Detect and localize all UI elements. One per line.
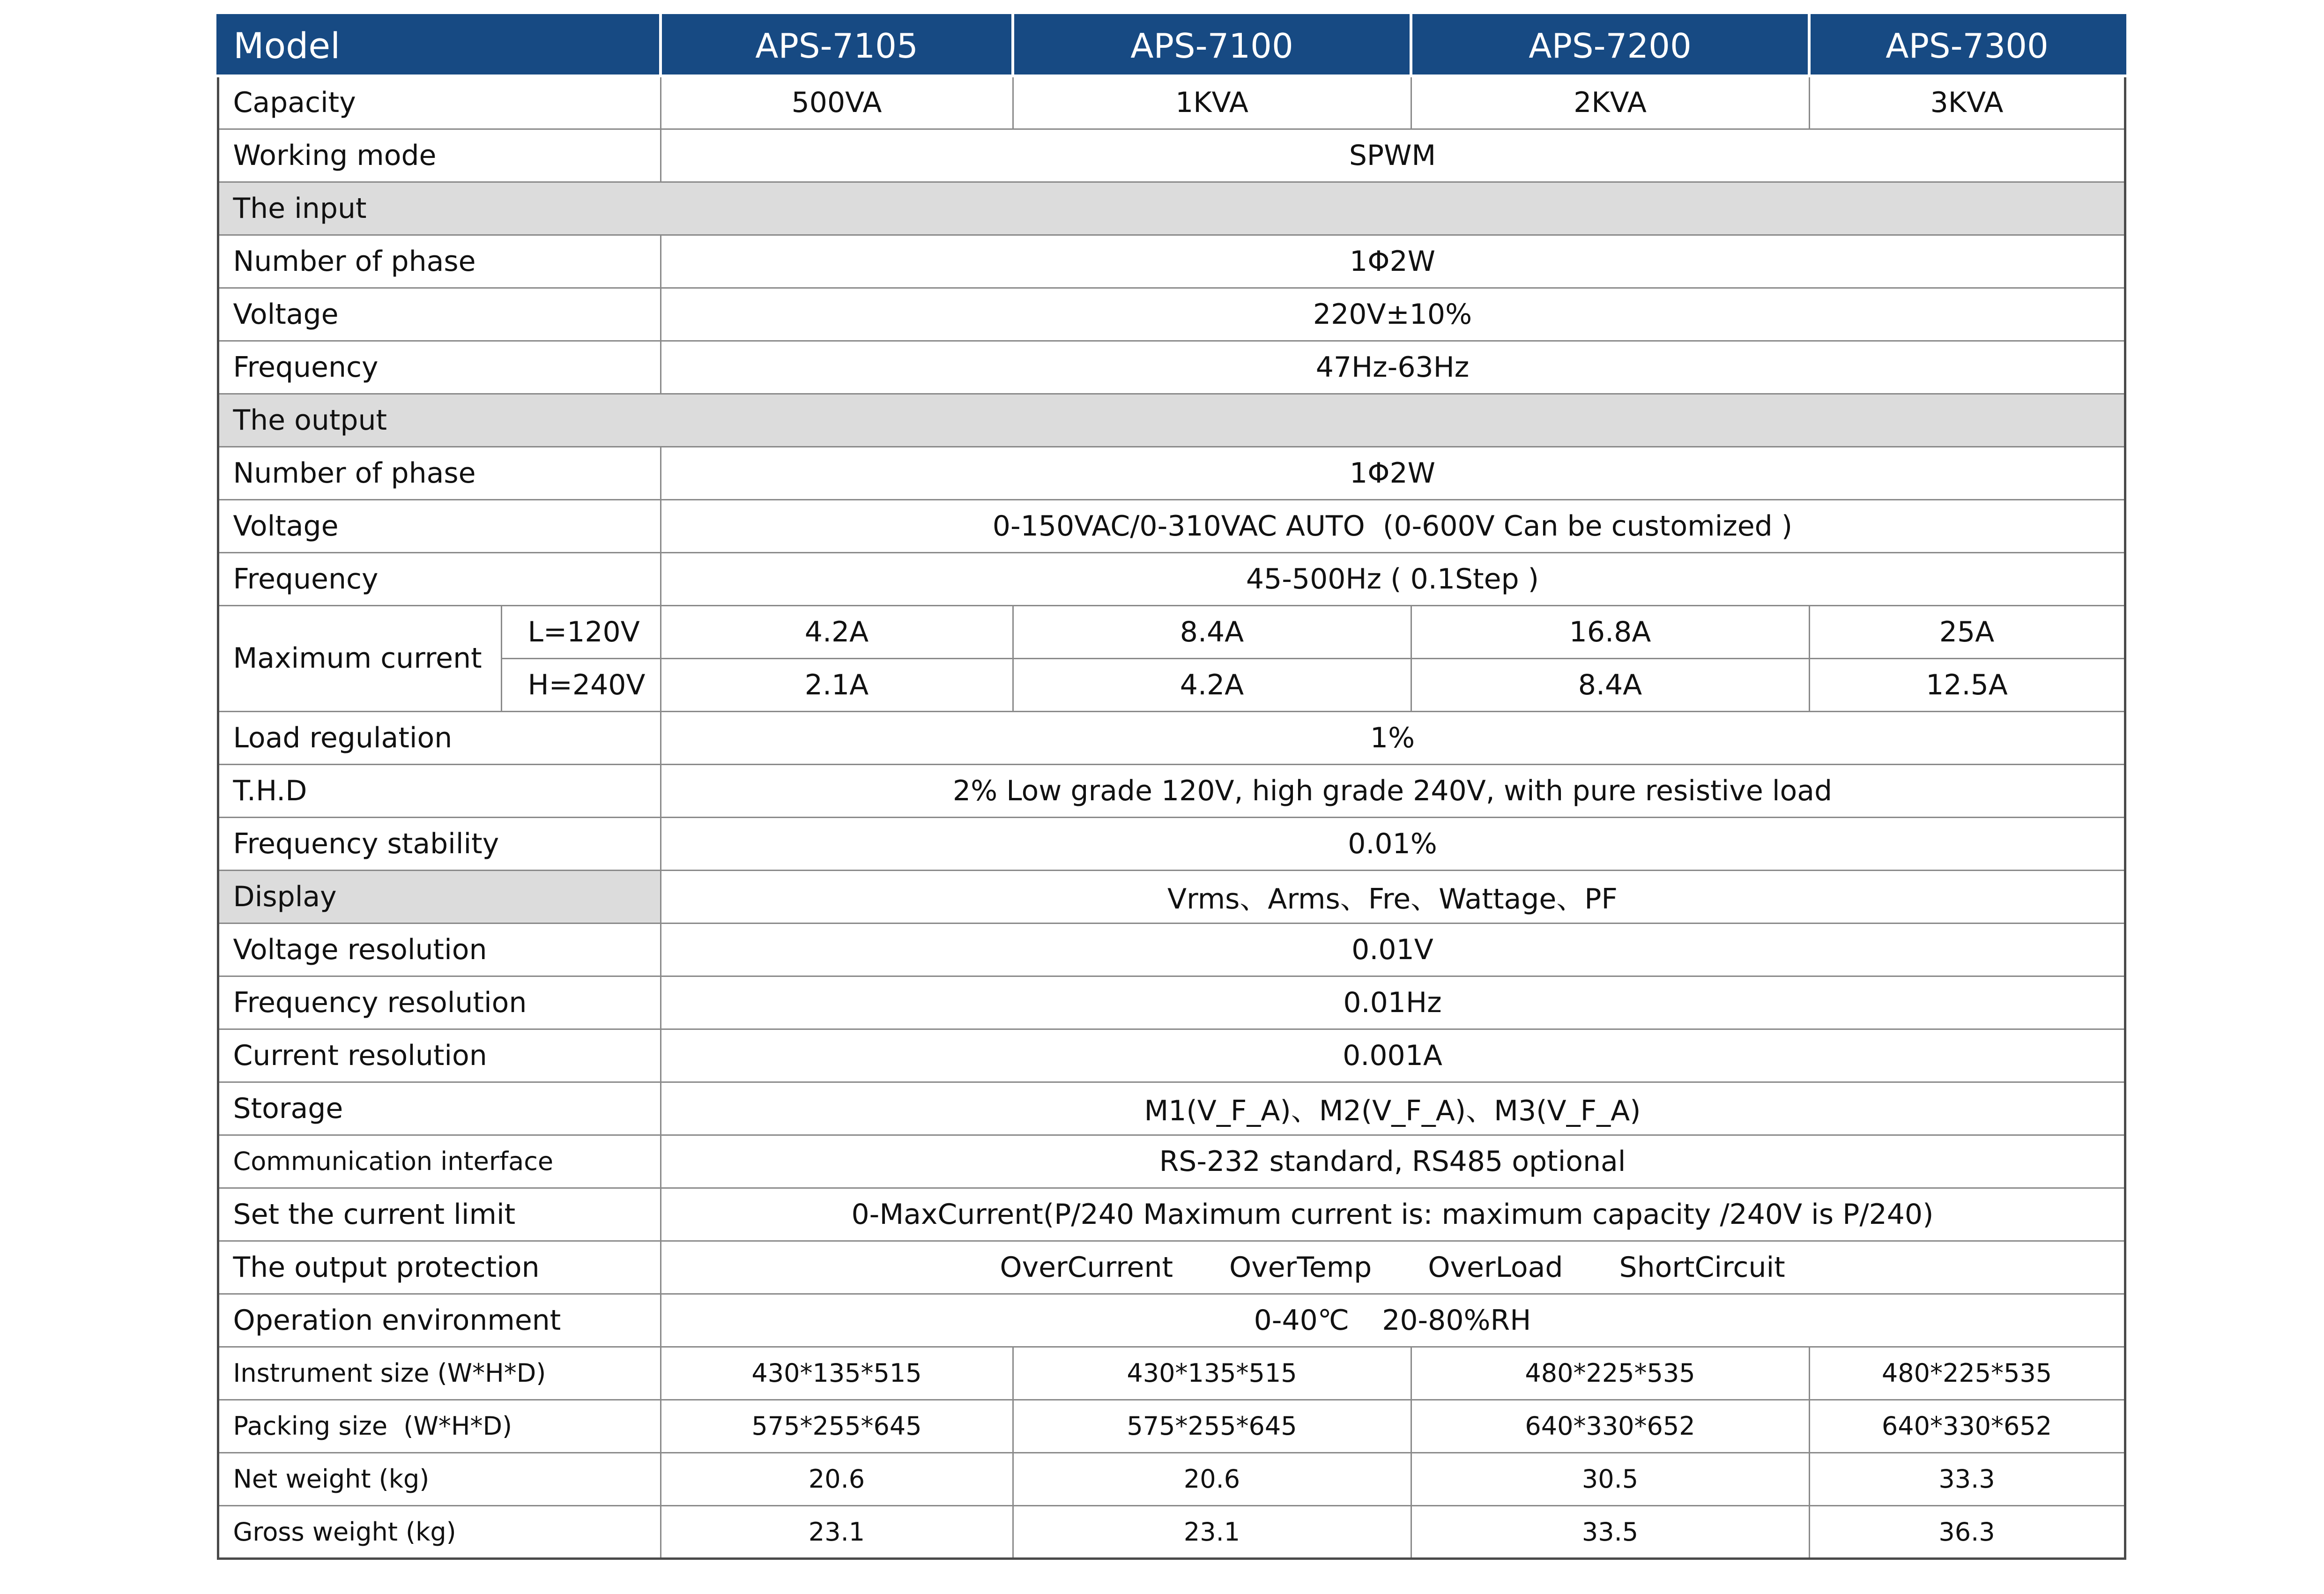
- capacity-value: 2KVA: [1411, 76, 1809, 129]
- instrument-size-row: [218, 1347, 2125, 1400]
- section-heading: The input: [218, 182, 2125, 235]
- packing-size-value: 640*330*652: [1809, 1400, 2125, 1452]
- current-limit-value: 0-MaxCurrent(P/240 Maximum current is: maximum capacity /240V is P/240): [661, 1188, 2125, 1241]
- display-row: [218, 870, 2125, 923]
- max-current-value: 4.2A: [661, 605, 1013, 658]
- max-current-value: 8.4A: [1013, 605, 1411, 658]
- row-label: Storage: [218, 1082, 661, 1135]
- row-label: Packing size (W*H*D): [218, 1400, 661, 1452]
- max-current-low-row: [218, 605, 2125, 658]
- row-label: Gross weight (kg): [218, 1505, 661, 1558]
- row-label: Display: [218, 870, 661, 923]
- instrument-size-value: 480*225*535: [1809, 1347, 2125, 1400]
- gross-weight-value: 36.3: [1809, 1505, 2125, 1558]
- max-current-high-row: [218, 658, 2125, 711]
- input-phase-value: 1Φ2W: [661, 235, 2125, 288]
- output-frequency-row: [218, 552, 2125, 605]
- protection-item: OverCurrent: [1000, 1251, 1173, 1284]
- row-label: Net weight (kg): [218, 1452, 661, 1505]
- frequency-resolution-value: 0.01Hz: [661, 976, 2125, 1029]
- protection-item: OverTemp: [1229, 1251, 1372, 1284]
- output-section-row: [218, 394, 2125, 447]
- max-current-value: 4.2A: [1013, 658, 1411, 711]
- row-label: Communication interface: [218, 1135, 661, 1188]
- model-name: APS-7300: [1809, 15, 2125, 76]
- current-resolution-row: [218, 1029, 2125, 1082]
- packing-size-value: 575*255*645: [661, 1400, 1013, 1452]
- row-label: Frequency resolution: [218, 976, 661, 1029]
- row-label: Capacity: [218, 76, 661, 129]
- row-label: Voltage: [218, 499, 661, 552]
- model-label: Model: [218, 15, 661, 76]
- voltage-grade-label: H=240V: [501, 658, 661, 711]
- environment-value: [661, 1294, 2125, 1347]
- spec-table: [216, 14, 2126, 1560]
- max-current-value: 16.8A: [1411, 605, 1809, 658]
- protection-item: ShortCircuit: [1619, 1251, 1785, 1284]
- thd-row: [218, 764, 2125, 817]
- packing-size-value: 575*255*645: [1013, 1400, 1411, 1452]
- gross-weight-value: 23.1: [1013, 1505, 1411, 1558]
- working-mode-value: SPWM: [661, 129, 2125, 182]
- row-label: Number of phase: [218, 447, 661, 499]
- environment-item: 0-40℃: [1254, 1304, 1350, 1337]
- row-label: Instrument size (W*H*D): [218, 1347, 661, 1400]
- capacity-value: 1KVA: [1013, 76, 1411, 129]
- row-label: Voltage resolution: [218, 923, 661, 976]
- input-frequency-value: 47Hz-63Hz: [661, 341, 2125, 394]
- output-phase-row: [218, 447, 2125, 499]
- input-voltage-value: 220V±10%: [661, 288, 2125, 341]
- input-frequency-row: [218, 341, 2125, 394]
- row-label: Frequency: [218, 341, 661, 394]
- voltage-resolution-value: 0.01V: [661, 923, 2125, 976]
- capacity-row: [218, 76, 2125, 129]
- row-label: Working mode: [218, 129, 661, 182]
- gross-weight-value: 33.5: [1411, 1505, 1809, 1558]
- current-resolution-value: 0.001A: [661, 1029, 2125, 1082]
- max-current-value: 12.5A: [1809, 658, 2125, 711]
- output-frequency-value: 45-500Hz ( 0.1Step ): [661, 552, 2125, 605]
- row-label: Current resolution: [218, 1029, 661, 1082]
- output-protection-row: [218, 1241, 2125, 1294]
- instrument-size-value: 430*135*515: [661, 1347, 1013, 1400]
- input-phase-row: [218, 235, 2125, 288]
- capacity-value: 3KVA: [1809, 76, 2125, 129]
- instrument-size-value: 480*225*535: [1411, 1347, 1809, 1400]
- output-protection-value: [661, 1241, 2125, 1294]
- model-name: APS-7200: [1411, 15, 1809, 76]
- load-regulation-value: 1%: [661, 711, 2125, 764]
- section-heading: The output: [218, 394, 2125, 447]
- output-voltage-row: [218, 499, 2125, 552]
- protection-item: OverLoad: [1428, 1251, 1563, 1284]
- row-label: Set the current limit: [218, 1188, 661, 1241]
- input-voltage-row: [218, 288, 2125, 341]
- gross-weight-value: 23.1: [661, 1505, 1013, 1558]
- instrument-size-value: 430*135*515: [1013, 1347, 1411, 1400]
- storage-row: [218, 1082, 2125, 1135]
- net-weight-value: 30.5: [1411, 1452, 1809, 1505]
- model-name: APS-7100: [1013, 15, 1411, 76]
- row-label: Frequency stability: [218, 817, 661, 870]
- load-regulation-row: [218, 711, 2125, 764]
- packing-size-value: 640*330*652: [1411, 1400, 1809, 1452]
- max-current-value: 25A: [1809, 605, 2125, 658]
- net-weight-value: 33.3: [1809, 1452, 2125, 1505]
- display-value: Vrms、Arms、Fre、Wattage、PF: [661, 870, 2125, 923]
- communication-row: [218, 1135, 2125, 1188]
- output-voltage-value: 0-150VAC/0-310VAC AUTO (0-600V Can be customized ): [661, 499, 2125, 552]
- input-section-row: [218, 182, 2125, 235]
- freq-stability-value: 0.01%: [661, 817, 2125, 870]
- row-label: Voltage: [218, 288, 661, 341]
- voltage-resolution-row: [218, 923, 2125, 976]
- environment-item: 20-80%RH: [1382, 1304, 1531, 1337]
- capacity-value: 500VA: [661, 76, 1013, 129]
- row-label: Load regulation: [218, 711, 661, 764]
- thd-value: 2% Low grade 120V, high grade 240V, with pure resistive load: [661, 764, 2125, 817]
- storage-value: M1(V_F_A)、M2(V_F_A)、M3(V_F_A): [661, 1082, 2125, 1135]
- current-limit-row: [218, 1188, 2125, 1241]
- frequency-resolution-row: [218, 976, 2125, 1029]
- output-phase-value: 1Φ2W: [661, 447, 2125, 499]
- header-row: [218, 15, 2125, 76]
- row-label: The output protection: [218, 1241, 661, 1294]
- voltage-grade-label: L=120V: [501, 605, 661, 658]
- row-label: Number of phase: [218, 235, 661, 288]
- model-name: APS-7105: [661, 15, 1013, 76]
- communication-value: RS-232 standard, RS485 optional: [661, 1135, 2125, 1188]
- gross-weight-row: [218, 1505, 2125, 1558]
- net-weight-value: 20.6: [1013, 1452, 1411, 1505]
- row-label: Maximum current: [218, 605, 501, 711]
- max-current-value: 8.4A: [1411, 658, 1809, 711]
- max-current-value: 2.1A: [661, 658, 1013, 711]
- row-label: Operation environment: [218, 1294, 661, 1347]
- packing-size-row: [218, 1400, 2125, 1452]
- freq-stability-row: [218, 817, 2125, 870]
- net-weight-value: 20.6: [661, 1452, 1013, 1505]
- row-label: Frequency: [218, 552, 661, 605]
- row-label: T.H.D: [218, 764, 661, 817]
- environment-row: [218, 1294, 2125, 1347]
- working-mode-row: [218, 129, 2125, 182]
- net-weight-row: [218, 1452, 2125, 1505]
